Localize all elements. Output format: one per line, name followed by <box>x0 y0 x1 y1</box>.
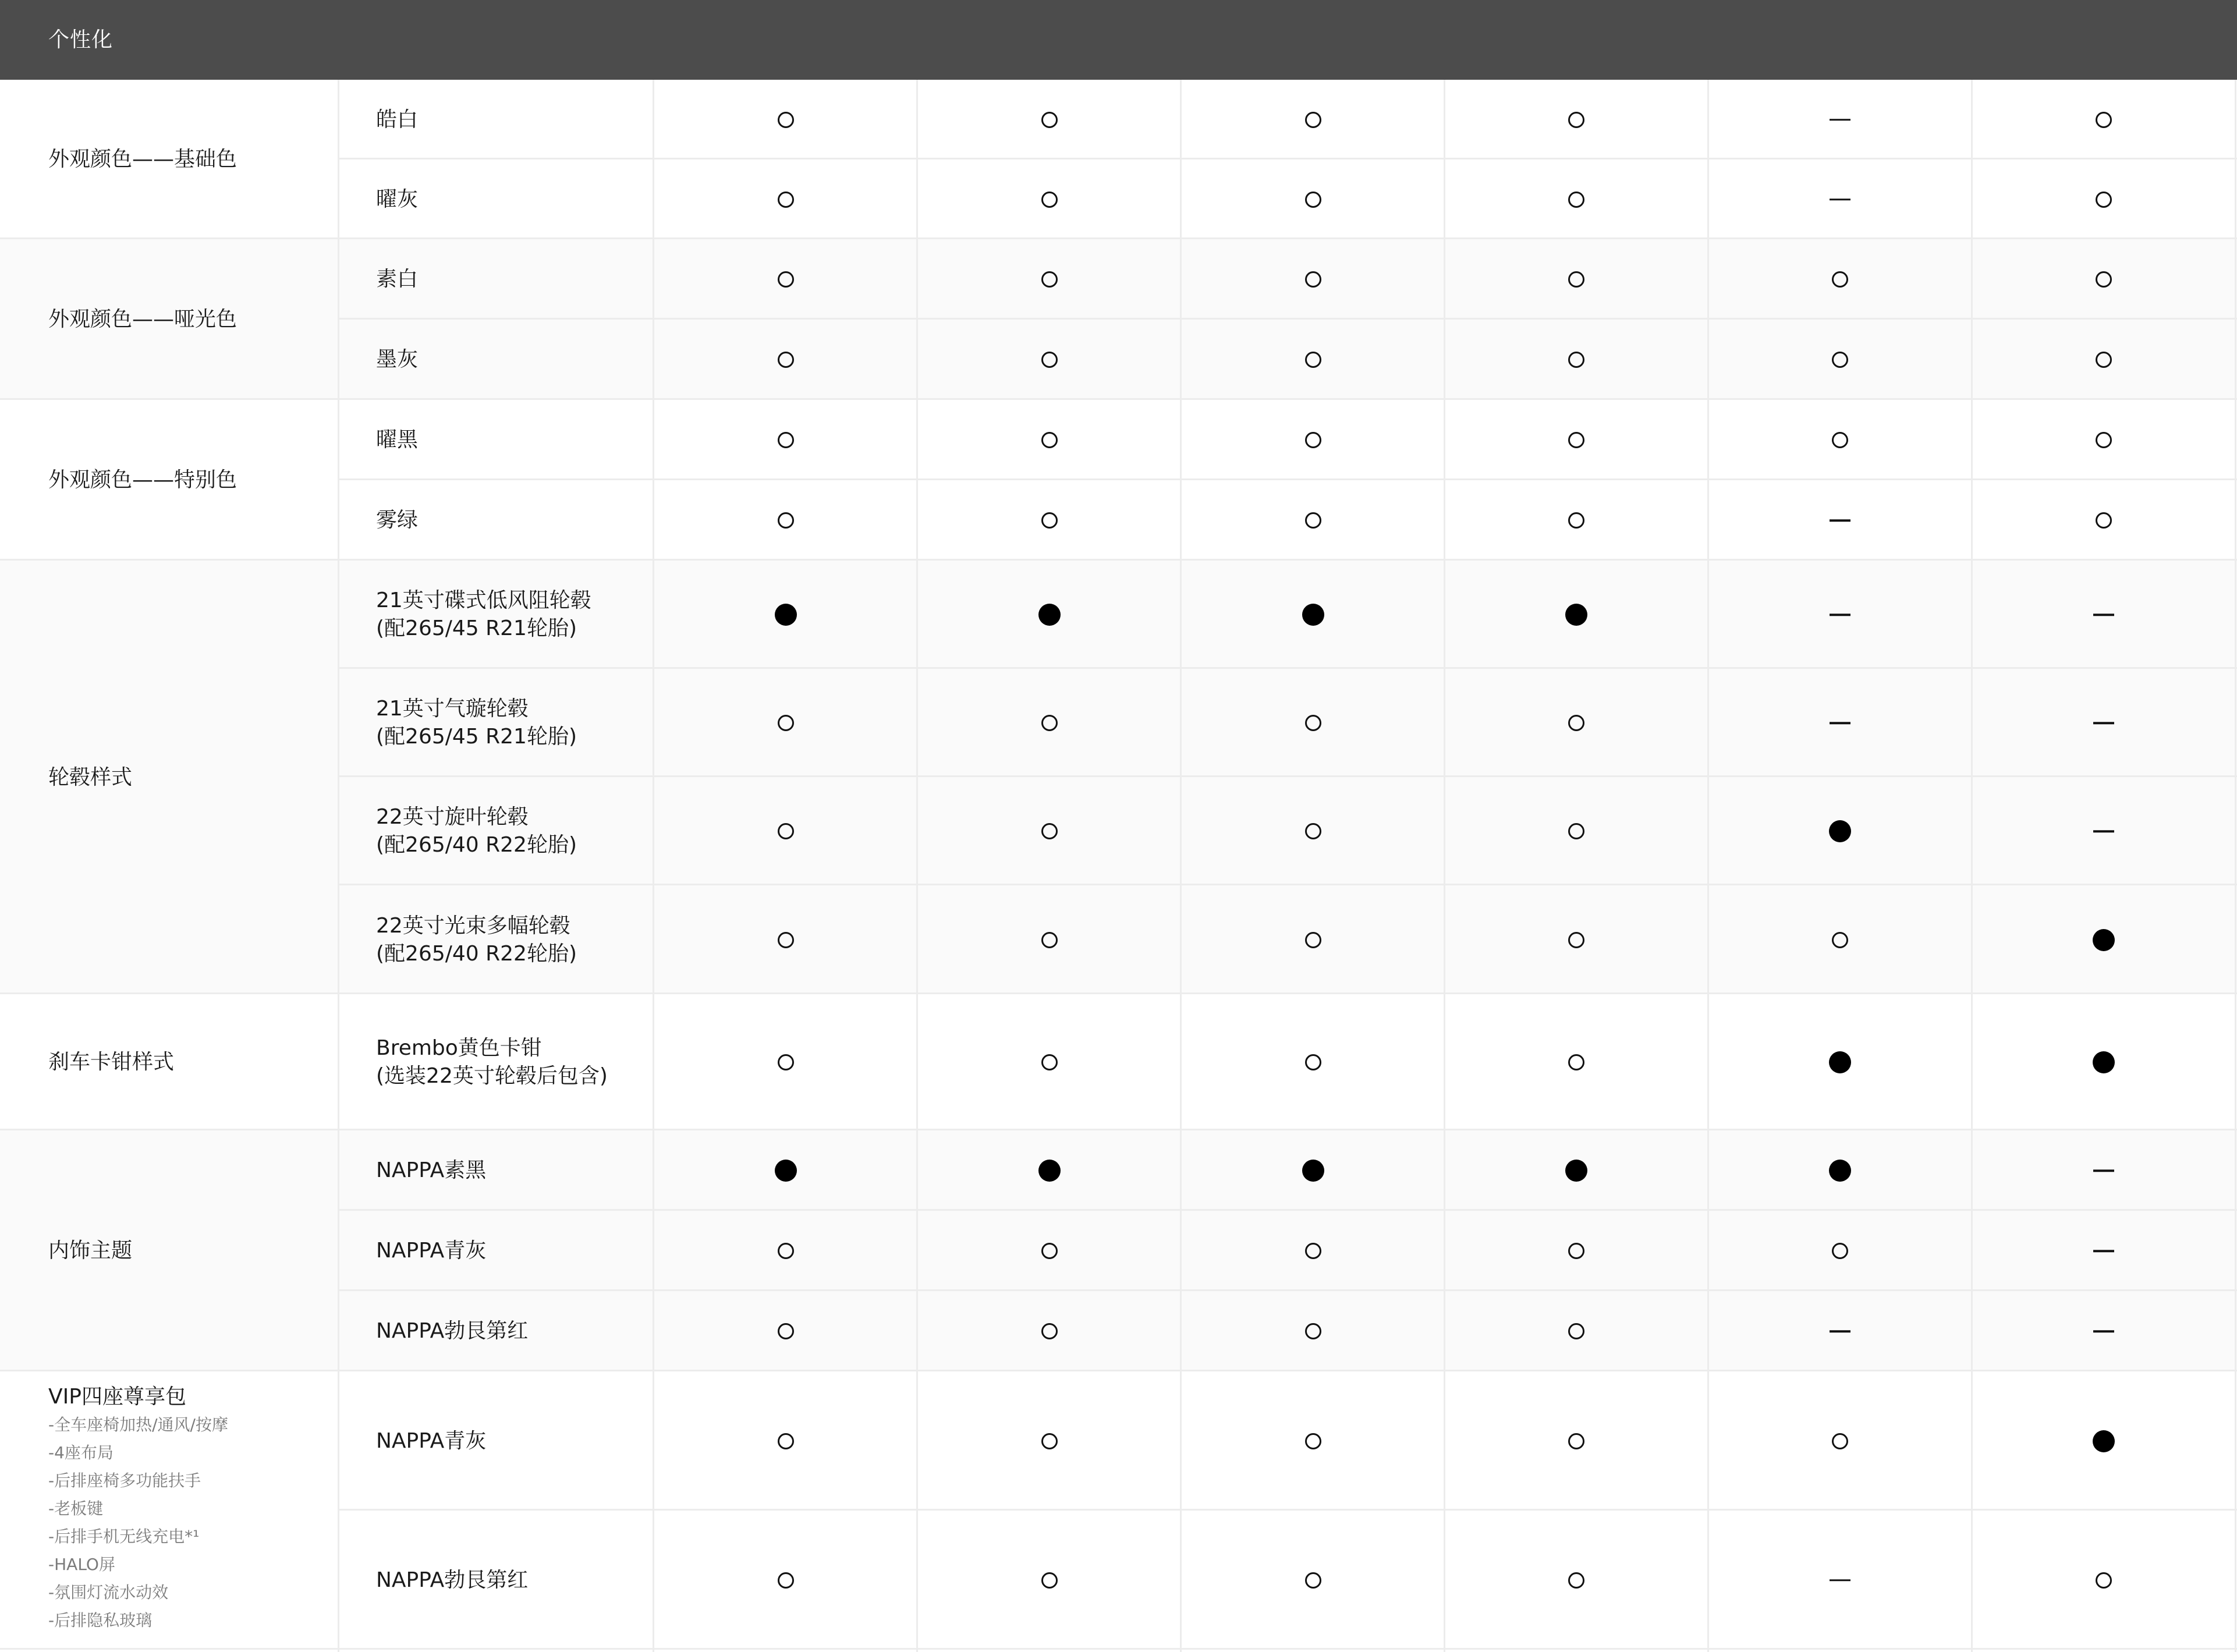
optional-circle-icon <box>1041 352 1058 368</box>
optional-circle-icon <box>1305 1433 1321 1449</box>
not-available-dash-icon <box>1830 119 1850 121</box>
optional-circle-icon <box>778 1323 794 1339</box>
table-row <box>338 561 2237 669</box>
optional-circle-icon <box>2096 271 2112 288</box>
optional-circle-icon <box>778 715 794 731</box>
not-available-dash-icon <box>2093 1330 2114 1332</box>
optional-circle-icon <box>1832 352 1848 368</box>
group-feature-item: -后排隐私玻璃 <box>48 1611 153 1630</box>
option-label: 曜黑 <box>376 428 419 452</box>
not-available-dash-icon <box>2093 1169 2114 1172</box>
optional-circle-icon <box>1568 932 1584 948</box>
optional-circle-icon <box>1568 192 1584 208</box>
optional-circle-icon <box>1041 715 1058 731</box>
column-divider <box>1971 80 1973 1652</box>
optional-circle-icon <box>1041 432 1058 448</box>
group-title: VIP四座尊享包 <box>48 1385 186 1409</box>
option-label: 素白 <box>376 267 419 291</box>
optional-circle-icon <box>1305 432 1321 448</box>
personalization-table <box>0 80 2237 1652</box>
optional-circle-icon <box>2096 1572 2112 1589</box>
group-feature-item: -老板键 <box>48 1499 104 1518</box>
optional-circle-icon <box>1832 932 1848 948</box>
option-label: 22英寸光束多幅轮毂 (配265/40 R22轮胎) <box>376 913 577 966</box>
standard-dot-icon <box>775 1160 797 1182</box>
optional-circle-icon <box>778 112 794 128</box>
standard-dot-icon <box>1565 1160 1587 1182</box>
option-label: 21英寸气璇轮毂 (配265/45 R21轮胎) <box>376 697 577 749</box>
table-row <box>338 1511 2237 1650</box>
option-label: NAPPA青灰 <box>376 1239 487 1263</box>
optional-circle-icon <box>1305 932 1321 948</box>
column-divider <box>653 80 654 1652</box>
table-row <box>338 1130 2237 1211</box>
optional-circle-icon <box>778 432 794 448</box>
option-label: 墨灰 <box>376 348 419 371</box>
table-row <box>338 1371 2237 1511</box>
optional-circle-icon <box>778 271 794 288</box>
optional-circle-icon <box>1305 1323 1321 1339</box>
not-available-dash-icon <box>2093 722 2114 724</box>
optional-circle-icon <box>1832 1243 1848 1259</box>
table-row <box>338 400 2237 480</box>
column-divider <box>1444 80 1445 1652</box>
not-available-dash-icon <box>1830 614 1850 616</box>
table-row <box>338 1211 2237 1291</box>
optional-circle-icon <box>1305 352 1321 368</box>
optional-circle-icon <box>778 823 794 839</box>
optional-circle-icon <box>1305 271 1321 288</box>
option-label: 皓白 <box>376 107 419 132</box>
optional-circle-icon <box>1568 271 1584 288</box>
optional-circle-icon <box>2096 512 2112 529</box>
table-row <box>338 885 2237 994</box>
table-row <box>338 1291 2237 1371</box>
optional-circle-icon <box>1568 823 1584 839</box>
option-label: 雾绿 <box>376 508 419 532</box>
optional-circle-icon <box>2096 432 2112 448</box>
table-row <box>338 320 2237 400</box>
group-label: 轮毂样式 <box>48 765 133 789</box>
option-label: NAPPA素黑 <box>376 1158 487 1182</box>
optional-circle-icon <box>2096 352 2112 368</box>
group-feature-item: -氛围灯流水动效 <box>48 1583 169 1602</box>
table-row <box>338 159 2237 239</box>
not-available-dash-icon <box>1830 722 1850 724</box>
optional-circle-icon <box>1305 192 1321 208</box>
optional-circle-icon <box>1568 1433 1584 1449</box>
not-available-dash-icon <box>1830 1330 1850 1332</box>
table-row <box>338 777 2237 885</box>
optional-circle-icon <box>778 192 794 208</box>
not-available-dash-icon <box>2093 1250 2114 1252</box>
option-label: Brembo黄色卡钳 (选装22英寸轮毂后包含) <box>376 1036 608 1088</box>
optional-circle-icon <box>1568 1572 1584 1589</box>
not-available-dash-icon <box>2093 614 2114 616</box>
optional-circle-icon <box>1832 1433 1848 1449</box>
table-row <box>338 669 2237 777</box>
standard-dot-icon <box>2093 1430 2115 1452</box>
standard-dot-icon <box>1038 604 1061 626</box>
optional-circle-icon <box>1305 512 1321 529</box>
table-row <box>338 994 2237 1130</box>
column-divider <box>2235 80 2236 1652</box>
not-available-dash-icon <box>1830 198 1850 201</box>
optional-circle-icon <box>778 1243 794 1259</box>
not-available-dash-icon <box>1830 519 1850 522</box>
optional-circle-icon <box>1041 1243 1058 1259</box>
group-label: 内饰主题 <box>48 1239 133 1263</box>
standard-dot-icon <box>1829 1051 1851 1073</box>
group-feature-item: -后排座椅多功能扶手 <box>48 1471 201 1490</box>
group-feature-item: -HALO屏 <box>48 1555 115 1574</box>
standard-dot-icon <box>1302 604 1324 626</box>
standard-dot-icon <box>1302 1160 1324 1182</box>
optional-circle-icon <box>1305 823 1321 839</box>
optional-circle-icon <box>1041 112 1058 128</box>
not-available-dash-icon <box>1830 1579 1850 1582</box>
optional-circle-icon <box>1568 432 1584 448</box>
standard-dot-icon <box>1565 604 1587 626</box>
option-label: 21英寸碟式低风阻轮毂 (配265/45 R21轮胎) <box>376 589 591 640</box>
optional-circle-icon <box>1041 1323 1058 1339</box>
optional-circle-icon <box>778 1572 794 1589</box>
optional-circle-icon <box>778 932 794 948</box>
optional-circle-icon <box>1305 1243 1321 1259</box>
optional-circle-icon <box>778 352 794 368</box>
group-label: 外观颜色——特别色 <box>48 468 237 492</box>
group-label: 刹车卡钳样式 <box>48 1050 175 1074</box>
group-feature-item: -后排手机无线充电*¹ <box>48 1527 200 1546</box>
optional-circle-icon <box>1568 352 1584 368</box>
standard-dot-icon <box>2093 929 2115 951</box>
optional-circle-icon <box>1041 512 1058 529</box>
optional-circle-icon <box>1041 271 1058 288</box>
optional-circle-icon <box>1568 715 1584 731</box>
table-row <box>338 80 2237 159</box>
optional-circle-icon <box>1041 932 1058 948</box>
group-label <box>48 1383 228 1635</box>
optional-circle-icon <box>1305 112 1321 128</box>
standard-dot-icon <box>2093 1051 2115 1073</box>
optional-circle-icon <box>1305 715 1321 731</box>
optional-circle-icon <box>778 1433 794 1449</box>
standard-dot-icon <box>775 604 797 626</box>
optional-circle-icon <box>1041 192 1058 208</box>
group-feature-item: -4座布局 <box>48 1443 114 1462</box>
optional-circle-icon <box>1568 1323 1584 1339</box>
group-label: 外观颜色——哑光色 <box>48 307 237 331</box>
group-feature-item: -全车座椅加热/通风/按摩 <box>48 1415 228 1434</box>
optional-circle-icon <box>1041 1433 1058 1449</box>
column-divider <box>916 80 918 1652</box>
optional-circle-icon <box>778 512 794 529</box>
option-label: NAPPA青灰 <box>376 1428 487 1453</box>
column-divider <box>1707 80 1709 1652</box>
optional-circle-icon <box>1832 271 1848 288</box>
column-divider <box>338 80 339 1652</box>
option-label: NAPPA勃艮第红 <box>376 1319 529 1343</box>
optional-circle-icon <box>778 1054 794 1070</box>
optional-circle-icon <box>1568 1054 1584 1070</box>
optional-circle-icon <box>1041 1054 1058 1070</box>
table-row <box>338 239 2237 320</box>
standard-dot-icon <box>1038 1160 1061 1182</box>
optional-circle-icon <box>1832 432 1848 448</box>
standard-dot-icon <box>1829 820 1851 842</box>
section-title: 个性化 <box>48 28 114 52</box>
table-row <box>338 480 2237 561</box>
optional-circle-icon <box>1568 1243 1584 1259</box>
section-header <box>0 0 2237 80</box>
optional-circle-icon <box>2096 192 2112 208</box>
not-available-dash-icon <box>2093 830 2114 832</box>
optional-circle-icon <box>1305 1572 1321 1589</box>
optional-circle-icon <box>1305 1054 1321 1070</box>
column-divider <box>1180 80 1182 1652</box>
option-label: 22英寸旋叶轮毂 (配265/40 R22轮胎) <box>376 805 577 857</box>
optional-circle-icon <box>1568 112 1584 128</box>
optional-circle-icon <box>1041 1572 1058 1589</box>
option-label: 曜灰 <box>376 187 419 211</box>
optional-circle-icon <box>1568 512 1584 529</box>
standard-dot-icon <box>1829 1160 1851 1182</box>
group-label: 外观颜色——基础色 <box>48 147 237 171</box>
option-label: NAPPA勃艮第红 <box>376 1568 529 1592</box>
optional-circle-icon <box>1041 823 1058 839</box>
optional-circle-icon <box>2096 112 2112 128</box>
